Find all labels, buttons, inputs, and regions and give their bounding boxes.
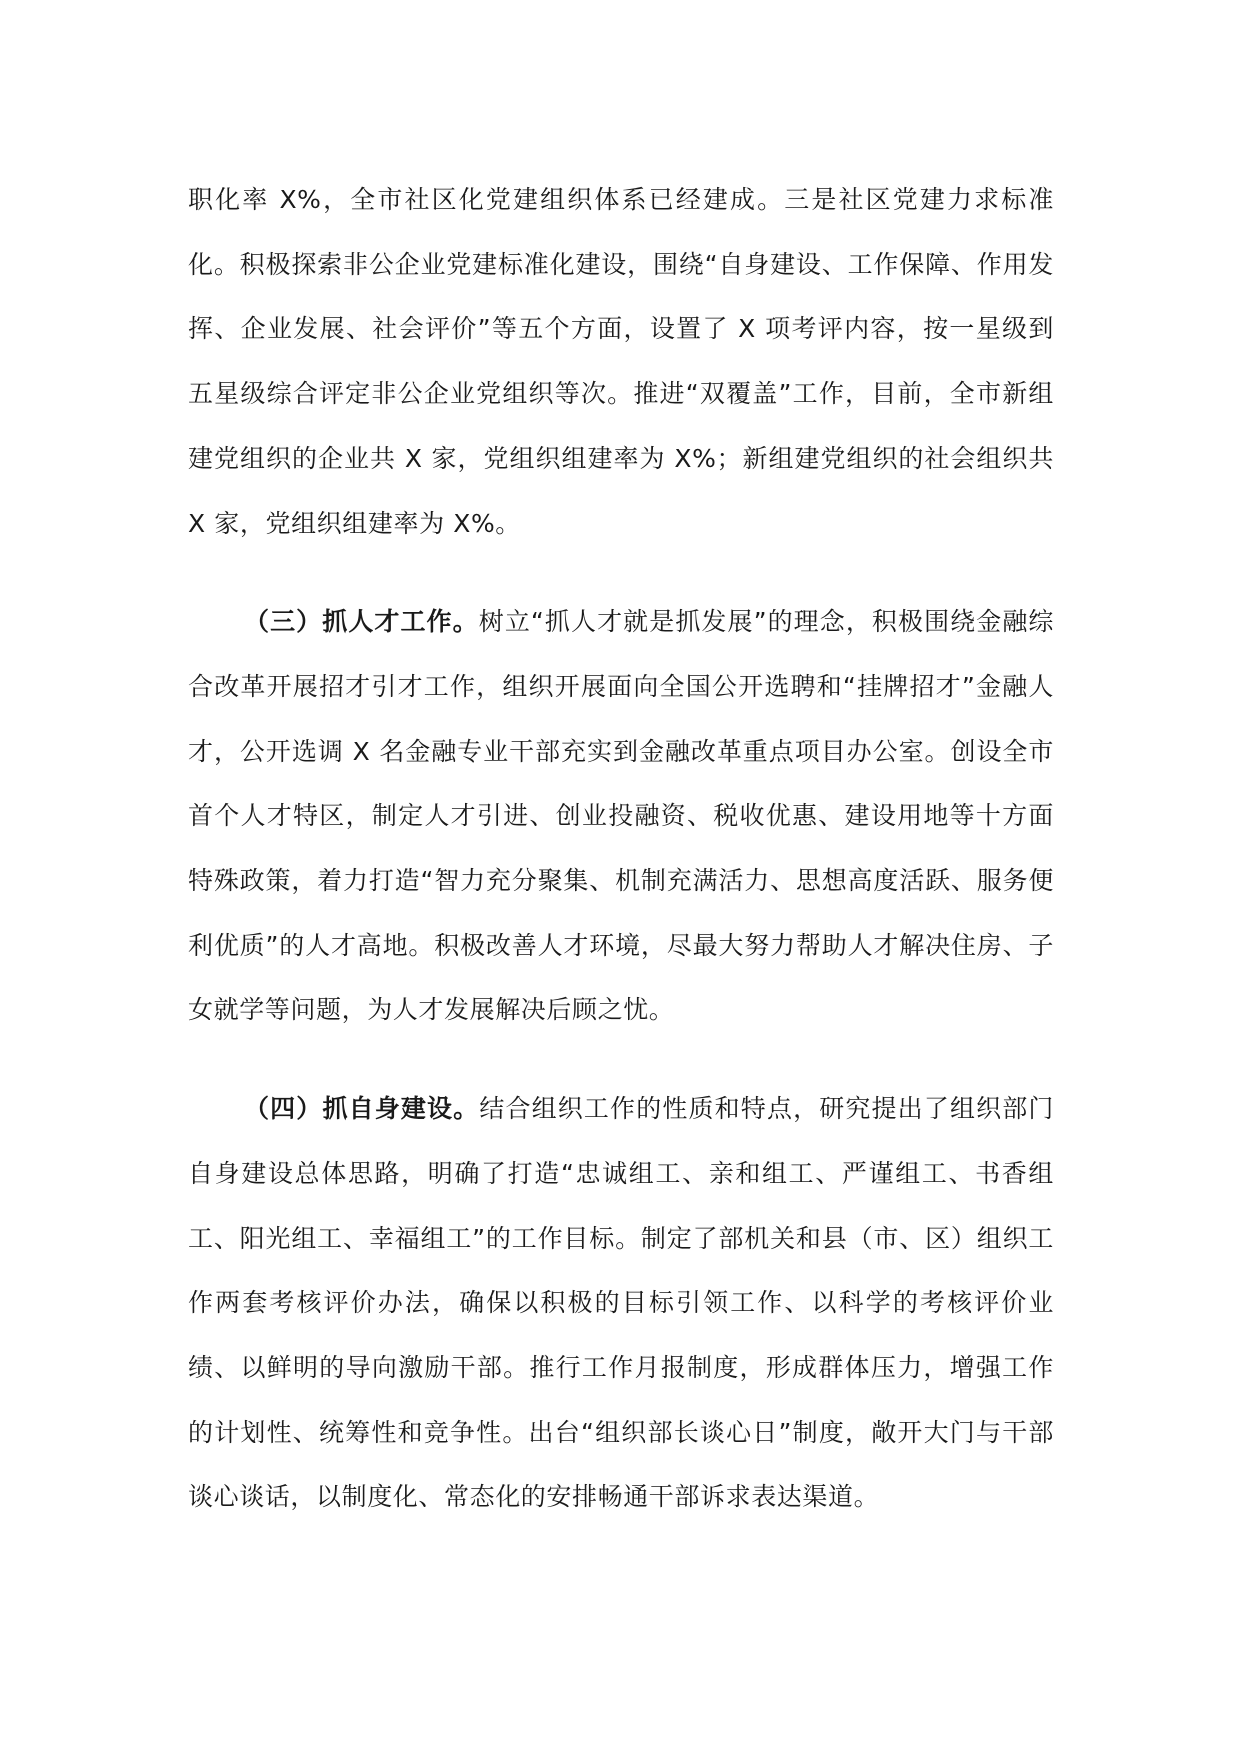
section-heading-self-construction: （四）抓自身建设。 xyxy=(244,1094,480,1124)
paragraph-text: 职化率 X%，全市社区化党建组织体系已经建成。三是社区党建力求标准化。积极探索非公企业党建标准化建设，围绕“自身建设、工作保障、作用发挥、企业发展、社会评价”等五个方面，设置了 X 项考评内容，按一星级到五星级综合评定非公企业党组织等次。推进“双覆盖”工作，目前，全市新组建党组织的企业共 X 家，党组织组建率为 X%；新组建党组织的社会组织共 X 家，党组织组建率为 X%。 xyxy=(188,185,1054,538)
paragraph-community-party-building xyxy=(188,168,1054,556)
paragraph-text: 结合组织工作的性质和特点，研究提出了组织部门自身建设总体思路，明确了打造“忠诚组工、亲和组工、严谨组工、书香组工、阳光组工、幸福组工”的工作目标。制定了部机关和县（市、区）组织工作两套考核评价办法，确保以积极的目标引领工作、以科学的考核评价业绩、以鲜明的导向激励干部。推行工作月报制度，形成群体压力，增强工作的计划性、统筹性和竞争性。出台“组织部长谈心日”制度，敞开大门与干部谈心谈话，以制度化、常态化的安排畅通干部诉求表达渠道。 xyxy=(188,1094,1055,1512)
paragraph-text: 树立“抓人才就是抓发展”的理念，积极围绕金融综合改革开展招才引才工作，组织开展面向全国公开选聘和“挂牌招才”金融人才，公开选调 X 名金融专业干部充实到金融改革重点项目办公室。创设全市首个人才特区，制定人才引进、创业投融资、税收优惠、建设用地等十方面特殊政策，着力打造“智力充分聚集、机制充满活力、思想高度活跃、服务便利优质”的人才高地。积极改善人才环境，尽最大努力帮助人才解决住房、子女就学等问题，为人才发展解决后顾之忧。 xyxy=(188,607,1054,1025)
paragraph-self-construction xyxy=(188,1077,1054,1530)
section-heading-talent-work: （三）抓人才工作。 xyxy=(244,607,479,637)
paragraph-talent-work xyxy=(188,590,1054,1043)
document-body xyxy=(188,168,1054,1530)
